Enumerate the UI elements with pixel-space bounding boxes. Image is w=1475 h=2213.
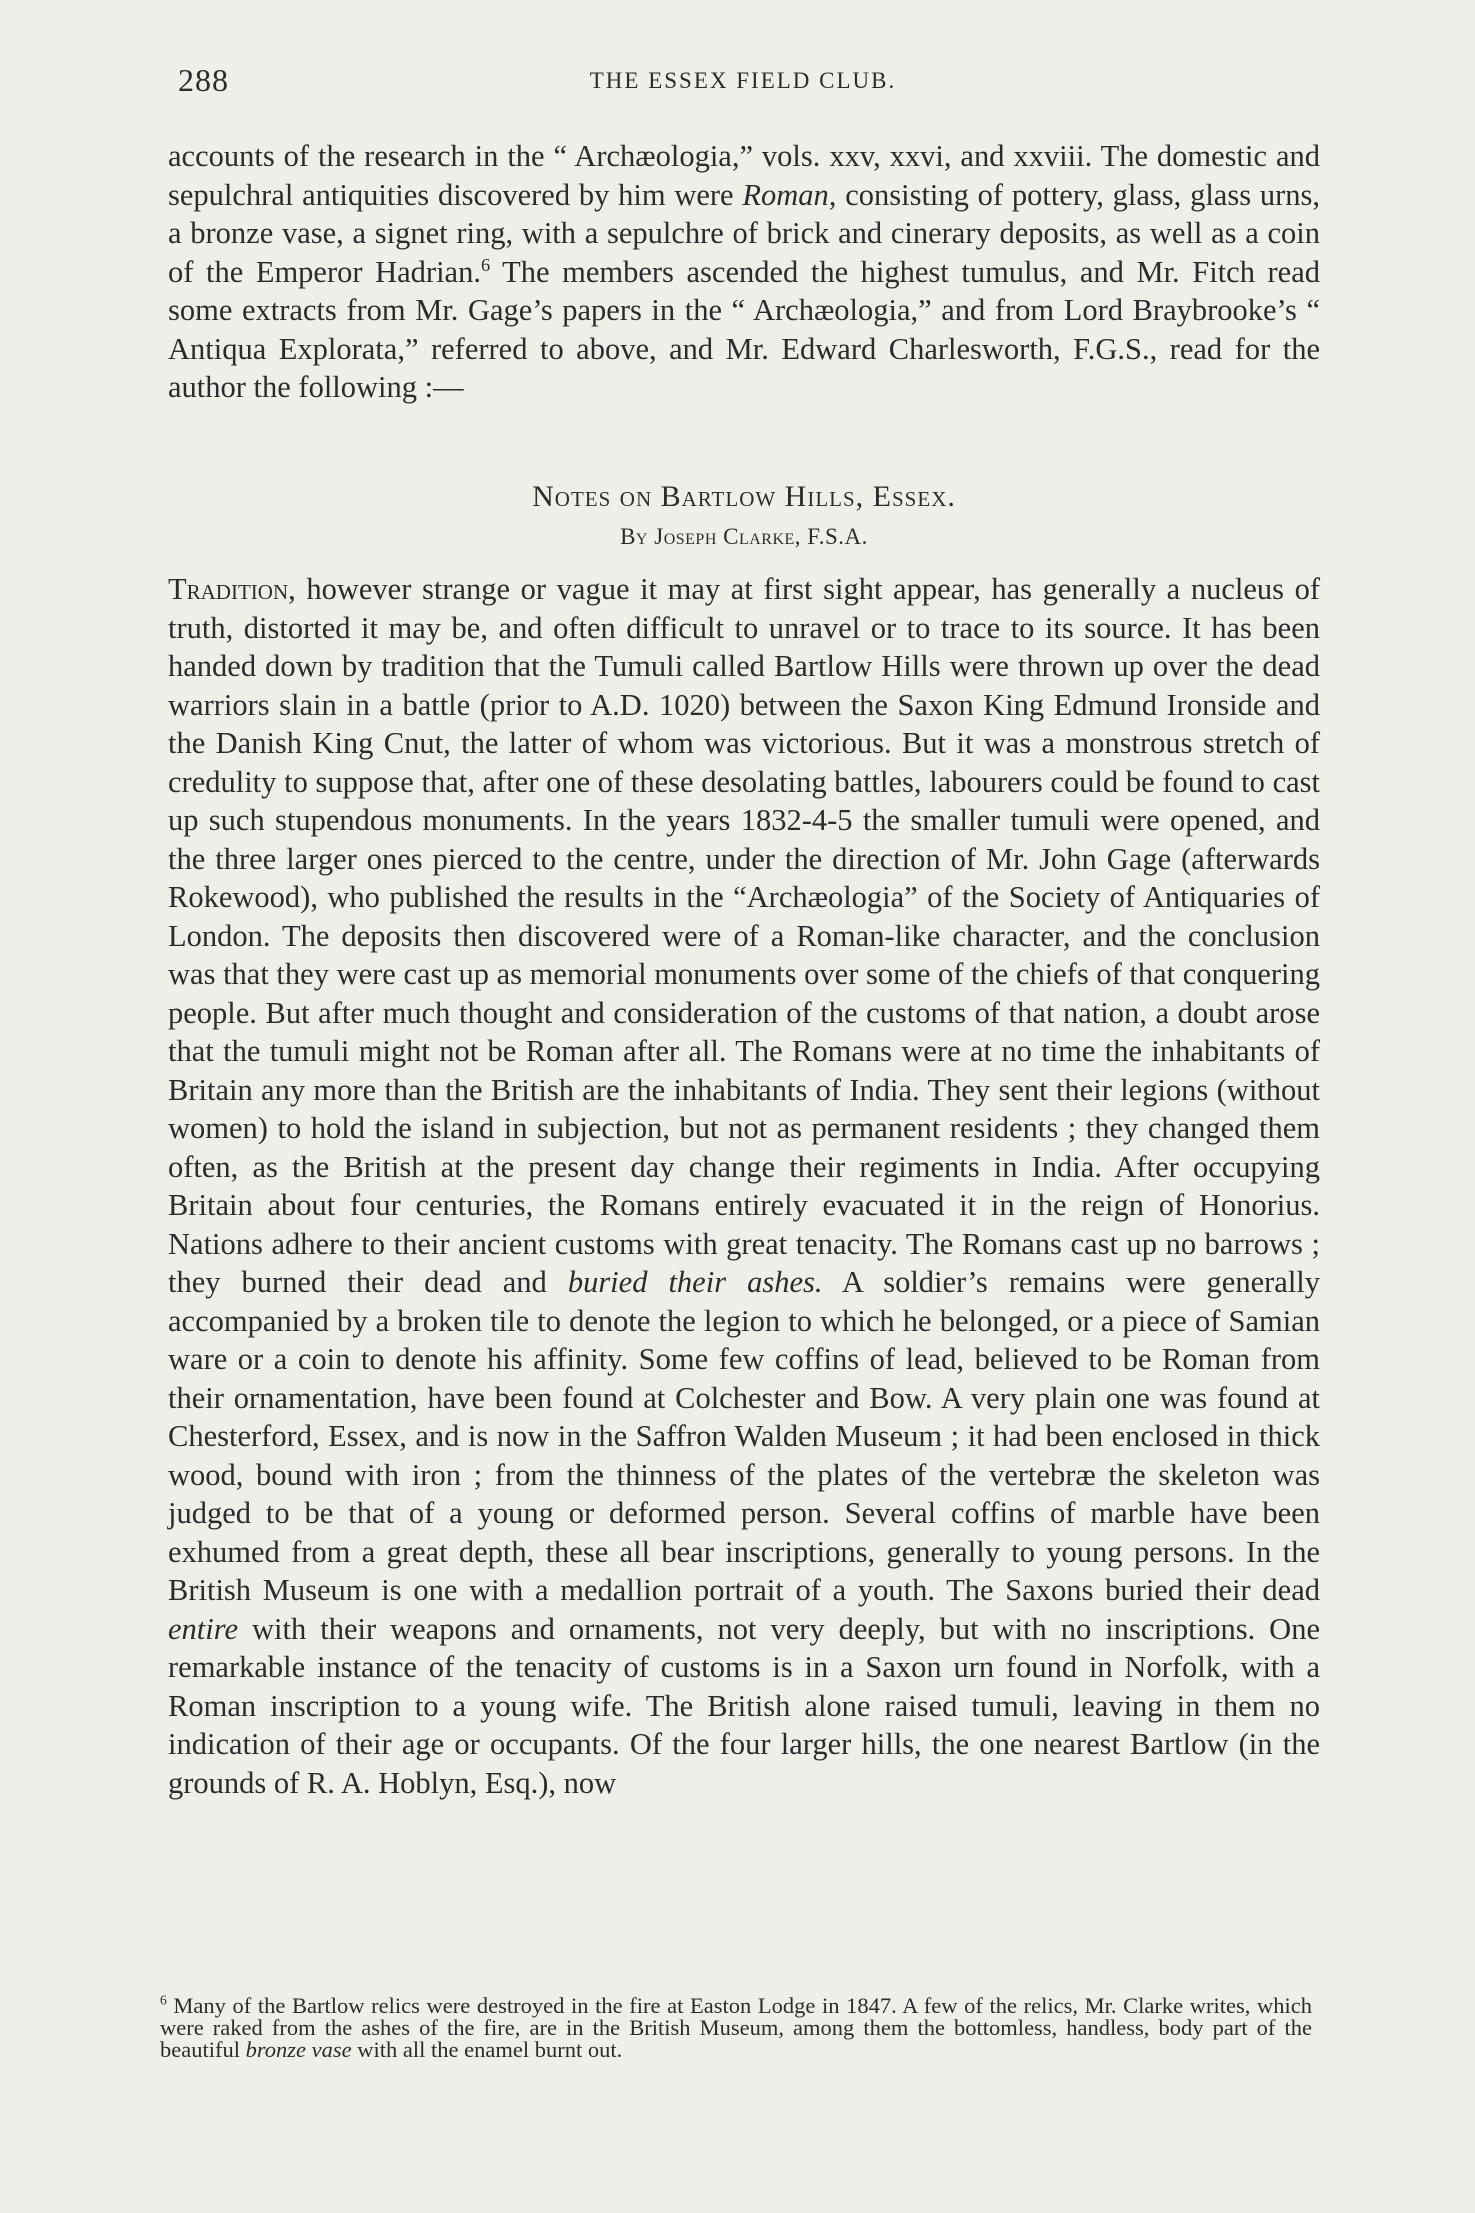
footnote-text-1: Many of the Bartlow relics were destroyed in the fire at Easton Lodge in 1847. A few of the relics, Mr. Clarke writes, which were raked from the ashes of the fire, are in the British Museum, among them the bottomless, handless, body part of the beautiful: [160, 1993, 1312, 2062]
footnote-mark: 6: [160, 1992, 167, 2008]
intro-text-3: The members ascended the highest tumulus, and Mr. Fitch read some extracts from Mr. Gage’s papers in the “ Archæologia,” and from Lord Braybrooke’s “ Antiqua Explorata,” referred to above, and Mr. Edward Charlesworth, F.G.S., read for the author the following :—: [168, 254, 1321, 404]
footnote: [160, 1992, 1312, 2062]
lead-word: Tradition,: [168, 572, 296, 606]
bronze-vase-italic: bronze vase: [245, 2037, 352, 2062]
article-body: [168, 570, 1320, 1802]
intro-paragraph: [168, 137, 1320, 407]
article-text-3: with their weapons and ornaments, not very deeply, but with no inscriptions. One remarkable instance of the tenacity of customs is in a Saxon urn found in Norfolk, with a Roman inscription to a young wife. The British alone raised tumuli, leaving in them no indication of their age or occupants. Of the four larger hills, the one nearest Bartlow (in the grounds of R. A. Hoblyn, Esq.), now: [168, 1611, 1320, 1800]
page-header: [168, 62, 1318, 102]
article-text-1: however strange or vague it may at first sight appear, has generally a nucleus of truth, distorted it may be, and often difficult to unravel or to trace to its source. It has been handed down by tradition that the Tumuli called Bartlow Hills were thrown up over the dead warriors slain in a battle (prior to A.D. 1020) between the Saxon King Edmund Ironside and the Danish King Cnut, the latter of whom was victorious. But it was a monstrous stretch of credulity to suppose that, after one of these desolating battles, labourers could be found to cast up such stupendous monuments. In the years 1832-4-5 the smaller tumuli were opened, and the three larger ones pierced to the centre, under the direction of Mr. John Gage (afterwards Rokewood), who published the results in the “Archæologia” of the Society of Antiquaries of London. The deposits then discovered were of a Roman-like character, and the conclusion was that they were cast up as memorial monuments over some of the chiefs of that conquering people. But after much thought and consideration of the customs of that nation, a doubt arose that the tumuli might not be Roman after all. The Romans were at no time the inhabitants of Britain any more than the British are the inhabitants of India. They sent their legions (without women) to hold the island in subjection, but not as permanent residents ; they changed them often, as the British at the present day change their regiments in India. After occupying Britain about four centuries, the Romans entirely evacuated it in the reign of Honorius. Nations adhere to their ancient customs with great tenacity. The Romans cast up no barrows ; they burned their dead and: [168, 572, 1320, 1299]
intro-text-2: consisting of pottery, glass, glass urns, a bronze vase, a signet ring, with a sepulchre of brick and cinerary deposits, as well as a coin of the Emperor Hadrian.: [168, 177, 1320, 289]
intro-roman-italic: Roman,: [742, 177, 837, 212]
intro-text-1: accounts of the research in the “ Archæologia,” vols. xxv, xxvi, and xxviii. The domestic and sepulchral antiquities discovered by him were: [168, 139, 1320, 212]
article-title: Notes on Bartlow Hills, Essex.: [532, 480, 956, 513]
page-number: 288: [178, 62, 229, 98]
running-head: THE ESSEX FIELD CLUB.: [589, 68, 897, 93]
footnote-text-2: with all the enamel burnt out.: [351, 2037, 623, 2062]
article-text-2: A soldier’s remains were generally accompanied by a broken tile to denote the legion to which he belonged, or a piece of Samian ware or a coin to denote his affinity. Some few coffins of lead, believed to be Roman from their ornamentation, have been found at Colchester and Bow. A very plain one was found at Chesterford, Essex, and is now in the Saffron Walden Museum ; it had been enclosed in thick wood, bound with iron ; from the thinness of the plates of the vertebræ the skeleton was judged to be that of a young or deformed person. Several coffins of marble have been exhumed from a great depth, these all bear inscriptions, generally to young persons. In the British Museum is one with a medallion portrait of a youth. The Saxons buried their dead: [168, 1265, 1321, 1607]
buried-ashes-italic: buried their ashes.: [567, 1265, 823, 1299]
entire-italic: entire: [168, 1611, 239, 1646]
footnote-reference[interactable]: 6: [480, 254, 491, 275]
article-byline: By Joseph Clarke, F.S.A.: [620, 524, 868, 549]
